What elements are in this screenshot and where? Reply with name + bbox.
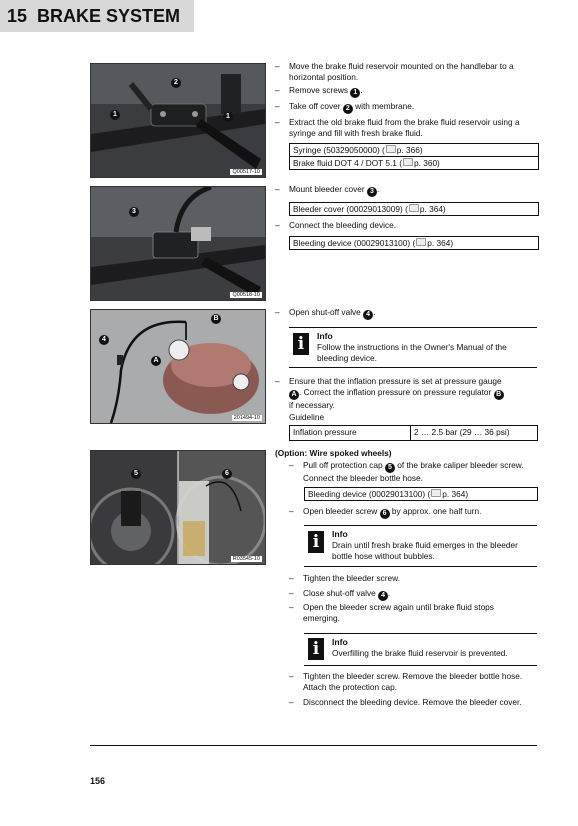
photo-code: R03545-10 bbox=[232, 556, 260, 562]
marker-6: 6 bbox=[222, 469, 232, 479]
page-number: 156 bbox=[90, 776, 106, 786]
marker-4: 4 bbox=[99, 335, 109, 345]
step-open-valve: – Open shut-off valve 4 . bbox=[275, 307, 376, 318]
step-tighten-remove: – Tighten the bleeder screw. Remove the bleeder bottle hose. Attach the protection cap. bbox=[289, 671, 523, 692]
info-icon: i bbox=[308, 531, 324, 553]
ref-4: 4 bbox=[378, 591, 388, 601]
photo-brake-reservoir bbox=[90, 63, 266, 178]
step-open-bleeder-screw: – Open bleeder screw 6 by approx. one half turn. bbox=[289, 506, 482, 517]
book-icon bbox=[416, 238, 426, 246]
chapter-header bbox=[0, 0, 194, 32]
step-ensure-pressure: – Ensure that the inflation pressure is set at pressure gauge A . Correct the inflation pressure on pressure regulator B if necessary. bbox=[275, 376, 502, 410]
step-pull-cap: – Pull off protection cap 5 of the brake caliper bleeder screw. Connect the bleeder bottle hose. bbox=[289, 460, 524, 483]
ref-3: 3 bbox=[367, 187, 377, 197]
tool-row: Bleeding device (00029013100) ( p. 364) bbox=[293, 238, 454, 248]
tool-row: Bleeder cover (00029013009) ( p. 364) bbox=[293, 204, 446, 214]
marker-5: 5 bbox=[131, 469, 141, 479]
ref-1: 1 bbox=[350, 88, 360, 98]
tools-table-1 bbox=[289, 143, 539, 170]
ref-4: 4 bbox=[363, 310, 373, 320]
option-label: (Option: Wire spoked wheels) bbox=[275, 448, 392, 458]
tool-row: Brake fluid DOT 4 / DOT 5.1 ( p. 360) bbox=[290, 156, 538, 169]
marker-1-right: 1 bbox=[223, 112, 233, 122]
info-box-1: i Info Follow the instructions in the Owner's Manual of the bleeding device. bbox=[289, 327, 537, 368]
info-box-3: i Info Overfilling the brake fluid reservoir is prevented. bbox=[304, 633, 537, 666]
step-connect-device: – Connect the bleeding device. bbox=[275, 220, 397, 230]
marker-1-left: 1 bbox=[110, 110, 120, 120]
tool-row: Bleeding device (00029013100) ( p. 364) bbox=[308, 489, 469, 499]
step-tighten-screw: – Tighten the bleeder screw. bbox=[289, 573, 401, 583]
marker-A: A bbox=[151, 356, 161, 366]
ref-B: B bbox=[494, 390, 504, 400]
ref-6: 6 bbox=[380, 509, 390, 519]
step-extract-fluid: – Extract the old brake fluid from the brake fluid reservoir using a syringe and fill with fresh brake fluid. bbox=[275, 117, 520, 138]
step-close-valve: – Close shut-off valve 4 . bbox=[289, 588, 391, 599]
photo-bleeding-device bbox=[90, 309, 266, 424]
info-icon: i bbox=[293, 333, 309, 355]
step-mount-bleeder-cover: – Mount bleeder cover 3 . bbox=[275, 184, 380, 195]
step-disconnect: – Disconnect the bleeding device. Remove the bleeder cover. bbox=[289, 697, 522, 707]
step-move-reservoir: – Move the brake fluid reservoir mounted on the handlebar to a horizontal position. bbox=[275, 61, 514, 82]
info-icon: i bbox=[308, 638, 324, 660]
tools-table-3 bbox=[289, 236, 539, 250]
chapter-number: 15 bbox=[7, 5, 28, 26]
step-remove-screws: – Remove screws 1 . bbox=[275, 85, 363, 96]
footer-rule bbox=[90, 745, 537, 746]
ref-2: 2 bbox=[343, 104, 353, 114]
ref-5: 5 bbox=[385, 463, 395, 473]
guideline-table: Inflation pressure 2 … 2.5 bar (29 … 36 psi) bbox=[289, 425, 538, 441]
ref-A: A bbox=[289, 390, 299, 400]
step-open-screw-again: – Open the bleeder screw again until brake fluid stops emerging. bbox=[289, 602, 494, 623]
chapter-title: BRAKE SYSTEM bbox=[37, 5, 181, 26]
photo-bleeder-cover bbox=[90, 186, 266, 301]
book-icon bbox=[403, 158, 413, 166]
photo-code: Q00518-10 bbox=[232, 292, 260, 298]
marker-B: B bbox=[211, 314, 221, 324]
book-icon bbox=[386, 145, 396, 153]
marker-2: 2 bbox=[171, 78, 181, 88]
photo-brake-caliper bbox=[90, 450, 266, 565]
tool-row: Syringe (50329050000) ( p. 366) bbox=[293, 145, 423, 155]
tools-table-4 bbox=[304, 487, 538, 501]
marker-3: 3 bbox=[129, 207, 139, 217]
photo-code: Q00517-10 bbox=[232, 169, 260, 175]
step-take-off-cover: – Take off cover 2 with membrane. bbox=[275, 101, 415, 112]
book-icon bbox=[409, 204, 419, 212]
tools-table-2 bbox=[289, 202, 539, 216]
guideline-label: Guideline bbox=[289, 412, 325, 422]
photo-code: 201494-10 bbox=[233, 415, 260, 421]
info-box-2: i Info Drain until fresh brake fluid emerges in the bleeder bottle hose without bubbles. bbox=[304, 525, 537, 567]
book-icon bbox=[431, 489, 441, 497]
